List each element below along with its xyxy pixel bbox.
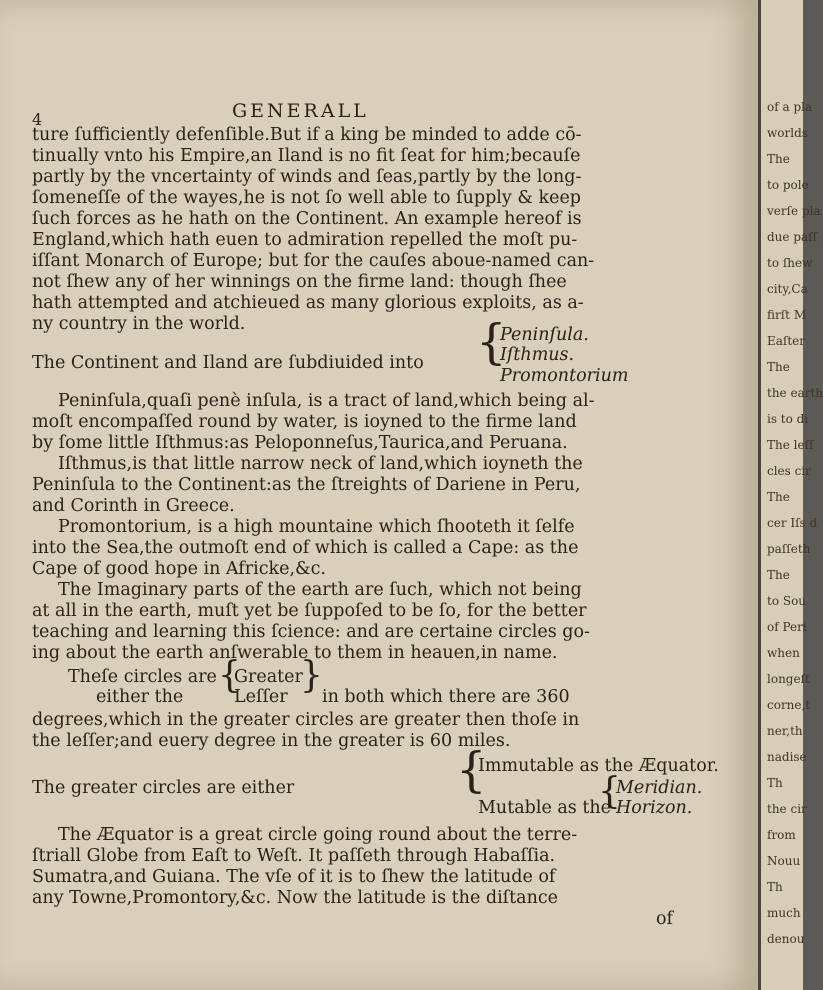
text-line: England,which hath euen to admiration repelled the moſt pu- bbox=[32, 230, 578, 250]
margin-fragment: firſt M bbox=[767, 308, 807, 322]
margin-fragment: The bbox=[767, 490, 790, 504]
text-line: ſomeneſſe of the wayes,he is not ſo well able to ſupply & keep bbox=[32, 188, 582, 208]
text-line: ture ſufficiently defenſible.But if a king be minded to adde cō- bbox=[32, 125, 582, 145]
text-line: teaching and learning this ſcience: and are certaine circles go- bbox=[32, 622, 590, 642]
text-line: ny country in the world. bbox=[32, 314, 246, 334]
running-head: GENERALL bbox=[232, 100, 369, 122]
text-line: The Æquator is a great circle going round about the terre- bbox=[58, 825, 578, 845]
page-number: 4 bbox=[32, 110, 43, 129]
margin-fragment: Eaſter bbox=[767, 334, 806, 348]
margin-fragment: when bbox=[767, 646, 800, 660]
text-line: iſſant Monarch of Europe; but for the cauſes aboue-named can- bbox=[32, 251, 595, 271]
division-lead: The Continent and Iland are ſubdiuided into bbox=[32, 353, 424, 373]
text-line: Sumatra,and Guiana. The vſe of it is to ſhew the latitude of bbox=[32, 867, 556, 887]
margin-fragment: verſe pla bbox=[767, 204, 821, 218]
margin-fragment: the cir bbox=[767, 802, 807, 816]
text-line: The Imaginary parts of the earth are ſuch, which not being bbox=[58, 580, 582, 600]
margin-fragment: longeſt bbox=[767, 672, 810, 686]
margin-fragment: cles cir bbox=[767, 464, 811, 478]
margin-fragment: worlds bbox=[767, 126, 808, 140]
facing-page-edge bbox=[758, 0, 823, 990]
text-line: Promontorium, is a high mountaine which ſhooteth it ſelfe bbox=[58, 517, 575, 537]
margin-fragment: the earth bbox=[767, 386, 823, 400]
brace-circles: { bbox=[218, 655, 241, 696]
greater-immutable: Immutable as the Æquator. bbox=[478, 756, 719, 776]
division-part: Promontorium bbox=[500, 366, 629, 386]
margin-fragment: is to di bbox=[767, 412, 809, 426]
text-line: ſtriall Globe from Eaſt to Weſt. It paſſeth through Habaſſia. bbox=[32, 846, 556, 866]
text-line: Peninſula,quaſi penè inſula, is a tract of land,which being al- bbox=[58, 391, 595, 411]
margin-fragment: The bbox=[767, 152, 790, 166]
text-line: ſuch forces as he hath on the Continent. An example hereof is bbox=[32, 209, 582, 229]
margin-fragment: Nouu bbox=[767, 854, 801, 868]
brace-circles-close: } bbox=[300, 655, 323, 696]
margin-fragment: corne,t bbox=[767, 698, 811, 712]
circles-post: in both which there are 360 bbox=[322, 687, 570, 707]
brace-division: { bbox=[476, 314, 507, 370]
margin-fragment: Th bbox=[767, 880, 783, 894]
margin-fragment: of Peri bbox=[767, 620, 807, 634]
greater-mutable: Mutable as the bbox=[478, 798, 612, 818]
text-line: tinually vnto his Empire,an Iland is no fit ſeat for him;becauſe bbox=[32, 146, 581, 166]
text-line: into the Sea,the outmoſt end of which is called a Cape: as the bbox=[32, 538, 579, 558]
circles-option: Leſſer bbox=[234, 687, 288, 707]
circles-pre2: either the bbox=[96, 687, 184, 707]
text-line: and Corinth in Greece. bbox=[32, 496, 235, 516]
text-line: degrees,which in the greater circles are greater then thoſe in bbox=[32, 710, 580, 730]
division-part: Iſthmus. bbox=[500, 345, 575, 365]
greater-lead: The greater circles are either bbox=[32, 778, 295, 798]
brace-greater: { bbox=[456, 742, 487, 798]
margin-fragment: The bbox=[767, 568, 790, 582]
text-line: moſt encompaſſed round by water, is ioyned to the firme land bbox=[32, 412, 577, 432]
margin-fragment: The bbox=[767, 360, 790, 374]
circles-option: Greater bbox=[234, 667, 303, 687]
margin-fragment: city,Ca bbox=[767, 282, 808, 296]
circles-pre: Theſe circles are bbox=[68, 667, 217, 687]
brace-mutable: { bbox=[598, 771, 621, 812]
margin-fragment: nadise bbox=[767, 750, 807, 764]
margin-fragment: cer Iſs d bbox=[767, 516, 818, 530]
margin-fragment: to Sou bbox=[767, 594, 807, 608]
margin-fragment: to ſhew bbox=[767, 256, 813, 270]
text-line: at all in the earth, muſt yet be ſuppoſed to be ſo, for the better bbox=[32, 601, 587, 621]
margin-fragment: paſſeth bbox=[767, 542, 811, 556]
margin-fragment: to pole bbox=[767, 178, 809, 192]
text-line: ing about the earth anſwerable to them in heauen,in name. bbox=[32, 643, 558, 663]
margin-fragment: The leſſ bbox=[767, 438, 814, 452]
text-line: hath attempted and atchieued as many glorious exploits, as a- bbox=[32, 293, 584, 313]
margin-fragment: of a pla bbox=[767, 100, 813, 114]
text-line: partly by the vncertainty of winds and ſeas,partly by the long- bbox=[32, 167, 582, 187]
margin-fragment: due paſſ bbox=[767, 230, 818, 244]
margin-fragment: denou bbox=[767, 932, 805, 946]
text-line: not ſhew any of her winnings on the firme land: though ſhee bbox=[32, 272, 567, 292]
text-line: by ſome little Iſthmus:as Peloponneſus,Taurica,and Peruana. bbox=[32, 433, 568, 453]
catchword: of bbox=[656, 909, 674, 929]
text-line: Iſthmus,is that little narrow neck of land,which ioyneth the bbox=[58, 454, 583, 474]
margin-fragment: ner,th bbox=[767, 724, 803, 738]
margin-fragment: much bbox=[767, 906, 801, 920]
mutable-item: Horizon. bbox=[616, 798, 693, 818]
mutable-item: Meridian. bbox=[616, 778, 703, 798]
division-part: Peninſula. bbox=[500, 325, 589, 345]
text-line: Peninſula to the Continent:as the ſtreights of Dariene in Peru, bbox=[32, 475, 581, 495]
text-line: Cape of good hope in Africke,&c. bbox=[32, 559, 326, 579]
text-line: any Towne,Promontory,&c. Now the latitude is the diſtance bbox=[32, 888, 559, 908]
text-line: the leſſer;and euery degree in the greater is 60 miles. bbox=[32, 731, 511, 751]
margin-fragment: from bbox=[767, 828, 796, 842]
margin-fragment: Th bbox=[767, 776, 783, 790]
